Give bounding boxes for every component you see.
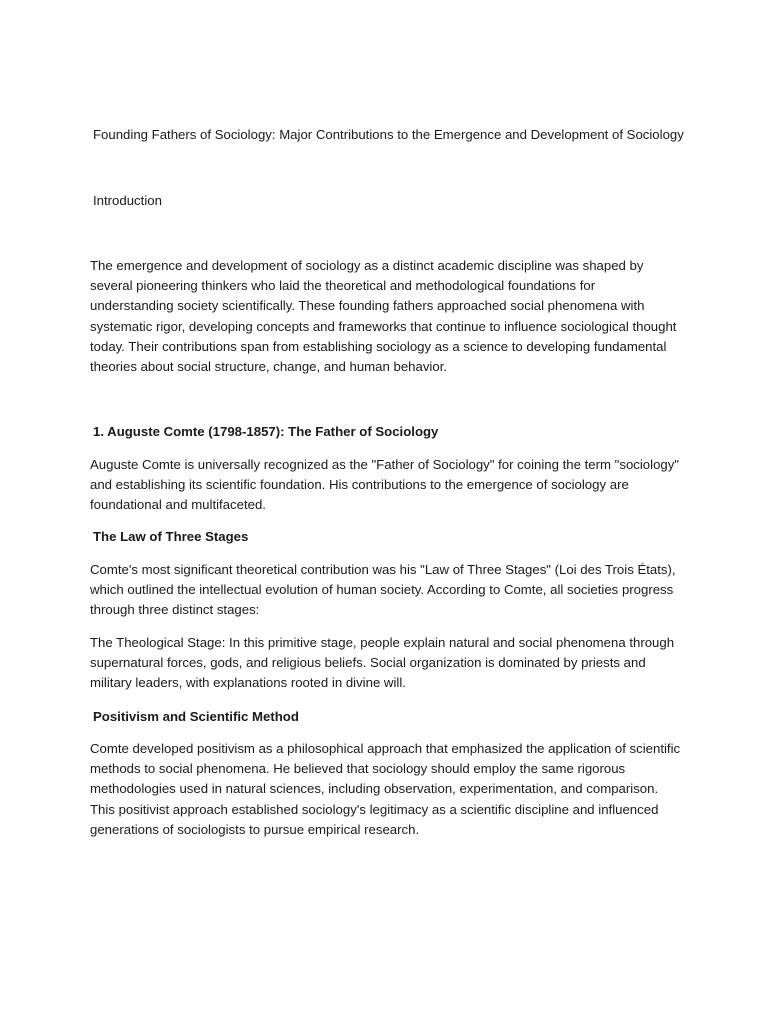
positivism-paragraph: Comte developed positivism as a philosophical approach that emphasized the application of scientific methods to social phenomena. He believed that sociology should employ the same rigorous methodologies used in natural sciences, including observation, experimentation, and comparison. This positivist approach established sociology's legitimacy as a scientific discipline and influenced generations of sociologists to pursue empirical research. <box>90 741 681 837</box>
introduction-heading: Introduction <box>93 193 162 208</box>
introduction-paragraph: The emergence and development of sociology as a distinct academic discipline was shaped by several pioneering thinkers who laid the theoretical and methodological foundations for understanding society scientifically. These founding fathers approached social phenomena with systematic rigor, developing concepts and frameworks that continue to influence sociological thought today. Their contributions span from establishing sociology as a science to developing fundamental theories about social structure, change, and human behavior. <box>90 258 677 375</box>
comte-paragraph: Auguste Comte is universally recognized as the "Father of Sociology" for coining the term "sociology" and establishing its scientific foundation. His contributions to the emergence of sociology are foundational and multifaceted. <box>90 457 680 513</box>
law-of-three-stages-paragraph: Comte's most significant theoretical contribution was his "Law of Three Stages" (Loi des Trois États), which outlined the intellectual evolution of human society. According to Comte, all societies progress through three distinct stages: <box>90 562 676 618</box>
subheading-law-of-three-stages: The Law of Three Stages <box>93 529 249 544</box>
subheading-positivism: Positivism and Scientific Method <box>93 709 299 724</box>
theological-stage-paragraph: The Theological Stage: In this primitive stage, people explain natural and social phenomena through supernatural forces, gods, and religious beliefs. Social organization is dominated by priests and military leaders, with explanations rooted in divine will. <box>90 635 675 691</box>
document-title: Founding Fathers of Sociology: Major Contributions to the Emergence and Development of Sociology <box>93 127 684 142</box>
section-heading-comte: 1. Auguste Comte (1798-1857): The Father of Sociology <box>93 424 439 439</box>
